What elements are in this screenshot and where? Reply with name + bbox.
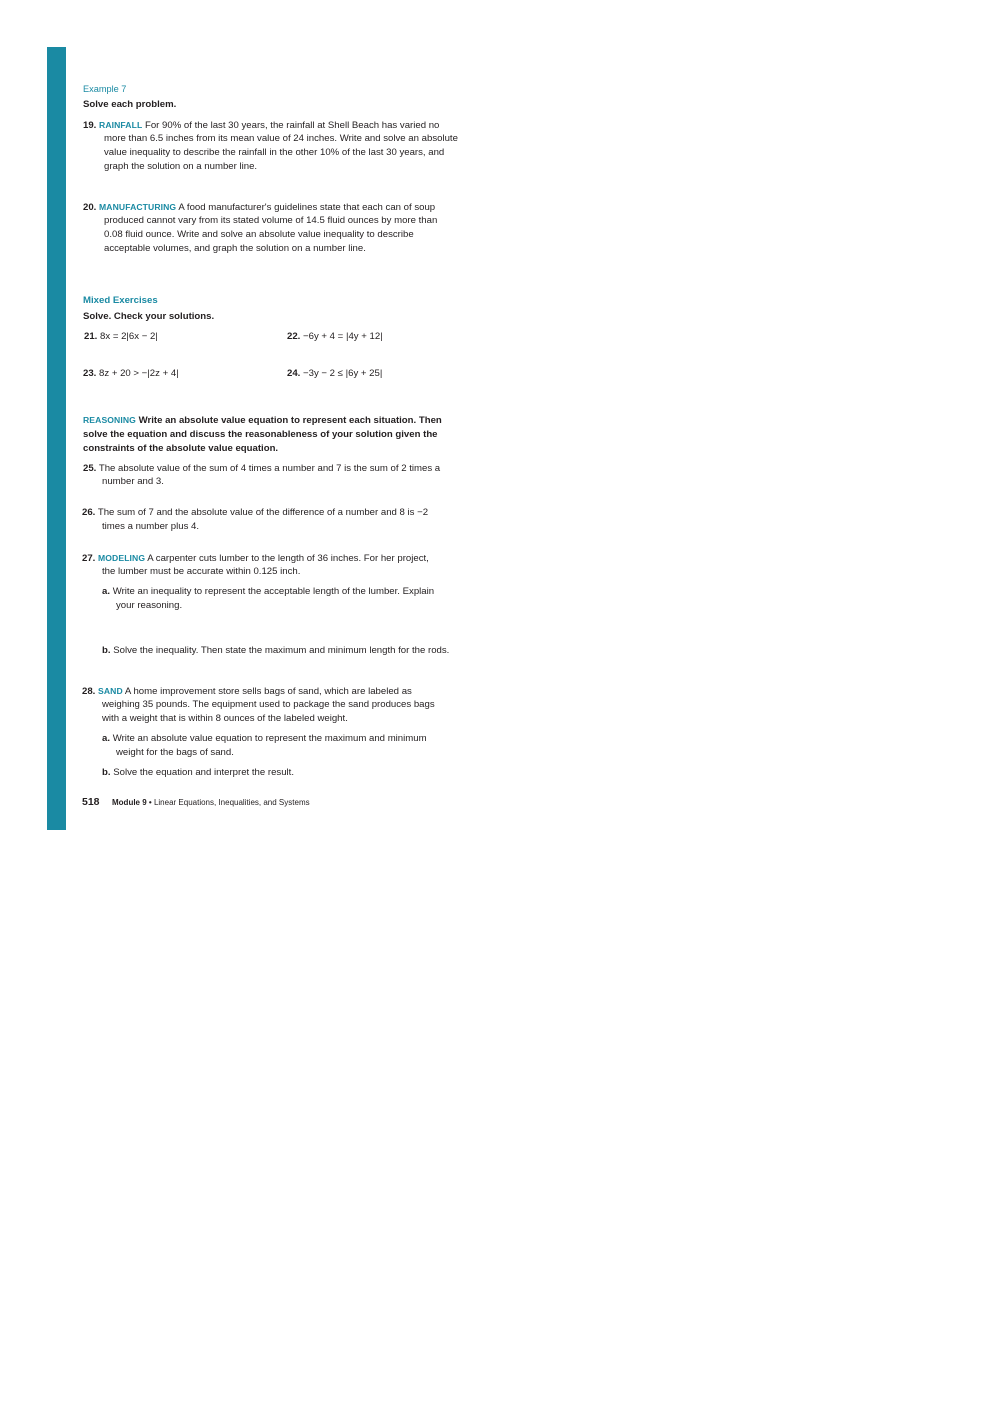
equation-21 [84,330,158,344]
equation-text: 8x = 2|6x − 2| [100,331,158,342]
reasoning-text: Write an absolute value equation to represent each situation. Then [138,415,442,426]
problem-text: For 90% of the last 30 years, the rainfall at Shell Beach has varied no [144,120,440,131]
problem-text: The absolute value of the sum of 4 times a number and 7 is the sum of 2 times a [98,463,441,474]
problem-text: A carpenter cuts lumber to the length of 36 inches. For her project, [147,553,429,564]
problem-27-line-1 [82,551,429,566]
reasoning-line-1 [83,413,442,428]
problem-19-line-4: graph the solution on a number line. [104,161,258,172]
problem-19-line-3: value inequality to describe the rainfall in the other 10% of the last 30 years, and [104,147,445,158]
mixed-exercises-instruction: Solve. Check your solutions. [83,311,215,322]
problem-20-line-1 [83,200,435,215]
side-accent-bar [47,47,66,830]
equation-23 [83,367,179,381]
problem-text: The sum of 7 and the absolute value of the difference of a number and 8 is −2 [97,507,429,518]
problem-number: 25. [83,463,97,474]
problem-25-line-1 [83,462,440,476]
part-label: a. [102,733,111,744]
problem-number: 24. [287,368,301,379]
problem-28b [102,766,294,780]
footer-module: Module 9 [112,798,147,807]
problem-number: 23. [83,368,97,379]
problem-19-line-2: more than 6.5 inches from its mean value of 24 inches. Write and solve an absolute [104,133,458,144]
problem-tag: RAINFALL [99,120,143,130]
reasoning-line-3: constraints of the absolute value equation. [83,443,279,454]
part-label: b. [102,767,111,778]
equation-text: −6y + 4 = |4y + 12| [303,331,383,342]
problem-26-line-2: times a number plus 4. [102,521,200,532]
problem-text: A home improvement store sells bags of sand, which are labeled as [124,686,412,697]
problem-tag: MANUFACTURING [99,202,177,212]
part-label: b. [102,645,111,656]
equation-22 [287,330,383,344]
part-label: a. [102,586,111,597]
footer-title: Linear Equations, Inequalities, and Systems [153,798,310,807]
problem-text: A food manufacturer's guidelines state that each can of soup [178,202,436,213]
problem-number: 28. [82,686,96,697]
problem-25-line-2: number and 3. [102,476,164,487]
footer-separator: • [148,798,152,807]
problem-28-line-2: weighing 35 pounds. The equipment used to package the sand produces bags [102,699,435,710]
problem-number: 27. [82,553,96,564]
problem-number: 19. [83,120,97,131]
problem-20-line-2: produced cannot vary from its stated volume of 14.5 fluid ounces by more than [104,215,438,226]
example-label: Example 7 [83,84,127,94]
problem-28-line-1 [82,684,412,699]
page-number: 518 [82,796,100,808]
problem-19-line-1 [83,118,439,133]
problem-27a-line-2: your reasoning. [116,600,183,611]
problem-28-line-3: with a weight that is within 8 ounces of the labeled weight. [102,713,348,724]
problem-tag: SAND [98,686,123,696]
problem-28a-line-1 [102,732,427,746]
page-footer [112,797,310,809]
problem-20-line-3: 0.08 fluid ounce. Write and solve an absolute value inequality to describe [104,229,414,240]
mixed-exercises-heading: Mixed Exercises [83,295,158,306]
part-text: Solve the equation and interpret the result. [113,767,295,778]
equation-text: 8z + 20 > −|2z + 4| [99,368,179,379]
problem-27-line-2: the lumber must be accurate within 0.125 inch. [102,566,301,577]
problem-tag: MODELING [98,553,146,563]
equation-24 [287,367,382,381]
reasoning-tag: REASONING [83,415,136,425]
problem-26-line-1 [82,506,428,520]
problem-number: 22. [287,331,301,342]
problem-28a-line-2: weight for the bags of sand. [116,747,234,758]
part-text: Write an inequality to represent the acceptable length of the lumber. Explain [112,586,435,597]
problem-20-line-4: acceptable volumes, and graph the solution on a number line. [104,243,366,254]
equation-text: −3y − 2 ≤ |6y + 25| [303,368,383,379]
problem-number: 21. [84,331,98,342]
reasoning-line-2: solve the equation and discuss the reasonableness of your solution given the [83,429,438,440]
example-instruction: Solve each problem. [83,99,177,110]
problem-27a-line-1 [102,585,434,599]
problem-27b [102,644,449,658]
part-text: Solve the inequality. Then state the maximum and minimum length for the rods. [113,645,450,656]
part-text: Write an absolute value equation to represent the maximum and minimum [112,733,427,744]
problem-number: 26. [82,507,96,518]
problem-number: 20. [83,202,97,213]
